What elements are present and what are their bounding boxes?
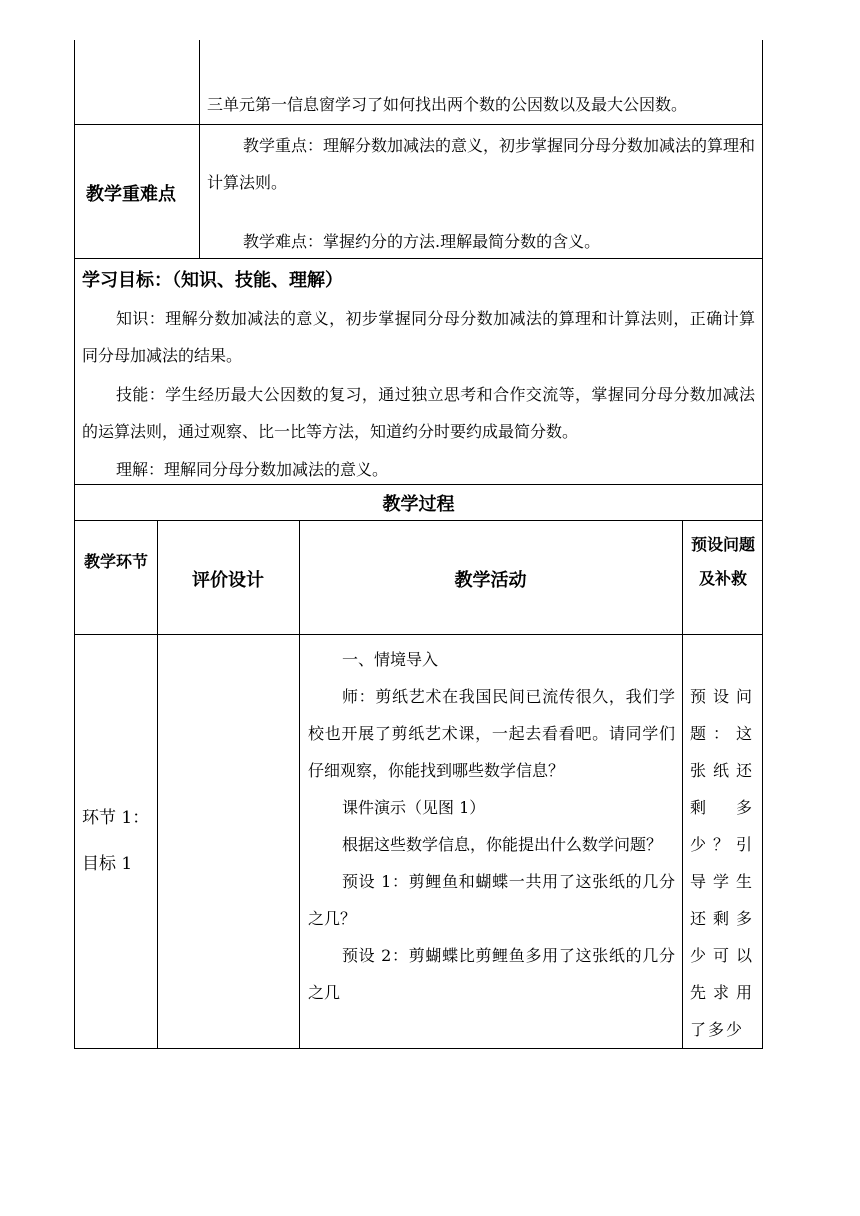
process-col-divider-3	[682, 520, 683, 1049]
activity-paragraph: 课件演示（见图 1）	[342, 798, 486, 817]
key-points-label: 教学重难点	[86, 184, 176, 205]
activity-cell	[308, 641, 675, 1011]
header-stage: 教学环节	[83, 552, 148, 571]
preset-cell: 预设问题：这张纸还剩多少？引导学生还剩多少可以先求用了多少	[690, 687, 754, 1039]
activity-paragraph: 一、情境导入	[342, 650, 439, 669]
row-divider-5	[74, 634, 763, 635]
activity-paragraph: 预设 1：剪鲤鱼和蝴蝶一共用了这张纸的几分之几？	[308, 872, 675, 928]
teaching-difficulty: 教学难点：掌握约分的方法.理解最简分数的含义。	[243, 232, 601, 251]
objective-skill: 技能：学生经历最大公因数的复习，通过独立思考和合作交流等，掌握同分母分数加减法的运算法则，通过观察、比一比等方法，知道约分时要约成最简分数。	[82, 385, 755, 441]
top-row-text: 三单元第一信息窗学习了如何找出两个数的公因数以及最大公因数。	[207, 95, 688, 114]
process-col-divider-2	[299, 520, 300, 1049]
objectives-heading: 学习目标：（知识、技能、理解）	[82, 270, 343, 291]
objective-knowledge: 知识：理解分数加减法的意义，初步掌握同分母分数加减法的算理和计算法则，正确计算同分母加减法的结果。	[82, 309, 755, 365]
stage-1-line2: 目标 1	[82, 854, 133, 874]
stage-1-line1: 环节 1：	[82, 808, 150, 828]
header-preset: 预设问题及补救	[690, 535, 755, 588]
process-col-divider-1	[157, 520, 158, 1049]
header-activity: 教学活动	[454, 570, 527, 591]
process-title: 教学过程	[382, 494, 455, 515]
row-divider-1	[74, 124, 763, 125]
activity-paragraph: 根据这些数学信息，你能提出什么数学问题？	[342, 835, 663, 854]
teaching-focus: 教学重点：理解分数加减法的意义，初步掌握同分母分数加减法的算理和计算法则。	[207, 136, 756, 192]
table-border-bottom	[74, 1048, 763, 1049]
table-border-left	[74, 40, 75, 1049]
objective-understanding: 理解：理解同分母分数加减法的意义。	[116, 460, 389, 479]
label-column-divider	[199, 40, 200, 258]
activity-paragraph: 预设 2：剪蝴蝶比剪鲤鱼多用了这张纸的几分之几	[308, 946, 675, 1002]
activity-paragraph: 师：剪纸艺术在我国民间已流传很久，我们学校也开展了剪纸艺术课，一起去看看吧。请同学们仔细观察，你能找到哪些数学信息？	[308, 687, 675, 780]
table-border-right	[762, 40, 763, 1049]
header-evaluation: 评价设计	[192, 570, 264, 591]
